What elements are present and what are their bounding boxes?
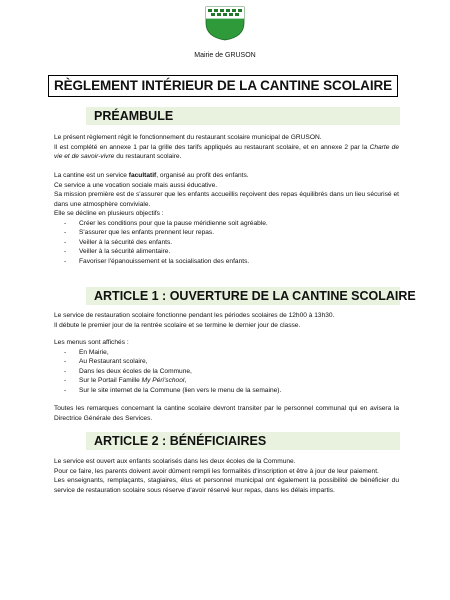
preambule-paragraph: Le présent règlement régit le fonctionnement du restaurant scolaire municipal de GRUSON. [54,134,322,141]
facultatif-emphasis: facultatif [128,172,157,179]
list-item: - Créer les conditions pour que la pause méridienne soit agréable. [54,219,399,229]
article1-paragraph: Le service de restauration scolaire fonctionne pendant les périodes scolaires de 12h00 à 13h30. [54,312,335,319]
portail-name: My Péri'school [141,377,185,384]
list-item: - Veiller à la sécurité des enfants. [54,238,399,248]
article2-body [54,457,399,495]
objectives-list [54,219,399,267]
preambule-paragraph: Ce service a une vocation sociale mais aussi éducative. [54,181,218,189]
article1-paragraph: Il débute le premier jour de la rentrée scolaire et se termine le dernier jour de classe. [54,321,301,329]
article1-menus [54,338,399,395]
preambule-paragraph: Elle se décline en plusieurs objectifs : [54,210,164,217]
preambule-body [54,133,399,162]
article1-body [54,311,399,330]
section-heading-article-2: ARTICLE 2 : BÉNÉFICIAIRES [86,432,400,450]
menu-locations-list [54,348,399,396]
preambule-mission [54,171,399,266]
article1-paragraph: Toutes les remarques concernant la cantine scolaire devront transiter par le personnel communal qui en avisera la Directrice Générale des Services. [54,405,399,422]
preambule-paragraph: La cantine est un service facultatif, organisé au profit des enfants. [54,172,249,179]
preambule-paragraph: Il est complété en annexe 1 par la grille des tarifs appliqués au restaurant scolaire, et en annexe 2 par la Charte de vie et de savoir-vivre du restaurant scolaire. [54,143,399,160]
section-heading-preambule: PRÉAMBULE [86,107,400,125]
list-item: - Sur le site internet de la Commune (lien vers le menu de la semaine). [54,386,399,396]
green-shield-crest-icon [204,5,246,41]
article2-paragraph: Pour ce faire, les parents doivent avoir dûment rempli les formalités d'inscription et être à jour de leur paiement. [54,467,379,475]
article1-paragraph: Les menus sont affichés : [54,339,129,346]
mairie-label: Mairie de GRUSON [194,52,256,59]
page-title: RÈGLEMENT INTÉRIEUR DE LA CANTINE SCOLAIRE [48,75,398,97]
list-item: - S'assurer que les enfants prennent leur repas. [54,228,399,238]
preambule-paragraph: Sa mission première est de s'assurer que les enfants accueillis reçoivent des repas équilibrés dans un lieu sécurisé et dans une atmosphère conviviale. [54,191,399,208]
list-item: - En Mairie, [54,348,399,358]
article1-remarks [54,404,399,423]
list-item: - Dans les deux écoles de la Commune, [54,367,399,377]
list-item: - Sur le Portail Famille My Péri'school, [54,376,399,386]
article2-paragraph: Les enseignants, remplaçants, stagiaires, élus et personnel municipal ont également la possibilité de bénéficier du service de restauration scolaire sous réserve d'avoir réservé leur repas, dans les délais impartis. [54,477,399,494]
list-item: - Veiller à la sécurité alimentaire. [54,247,399,257]
list-item: - Au Restaurant scolaire, [54,357,399,367]
article2-paragraph: Le service est ouvert aux enfants scolarisés dans les deux écoles de la Commune. [54,458,296,465]
list-item: - Favoriser l'épanouissement et la socialisation des enfants. [54,257,399,267]
charte-title: Charte de vie et de savoir-vivre [54,143,399,160]
section-heading-article-1: ARTICLE 1 : OUVERTURE DE LA CANTINE SCOLAIRE [86,287,400,305]
